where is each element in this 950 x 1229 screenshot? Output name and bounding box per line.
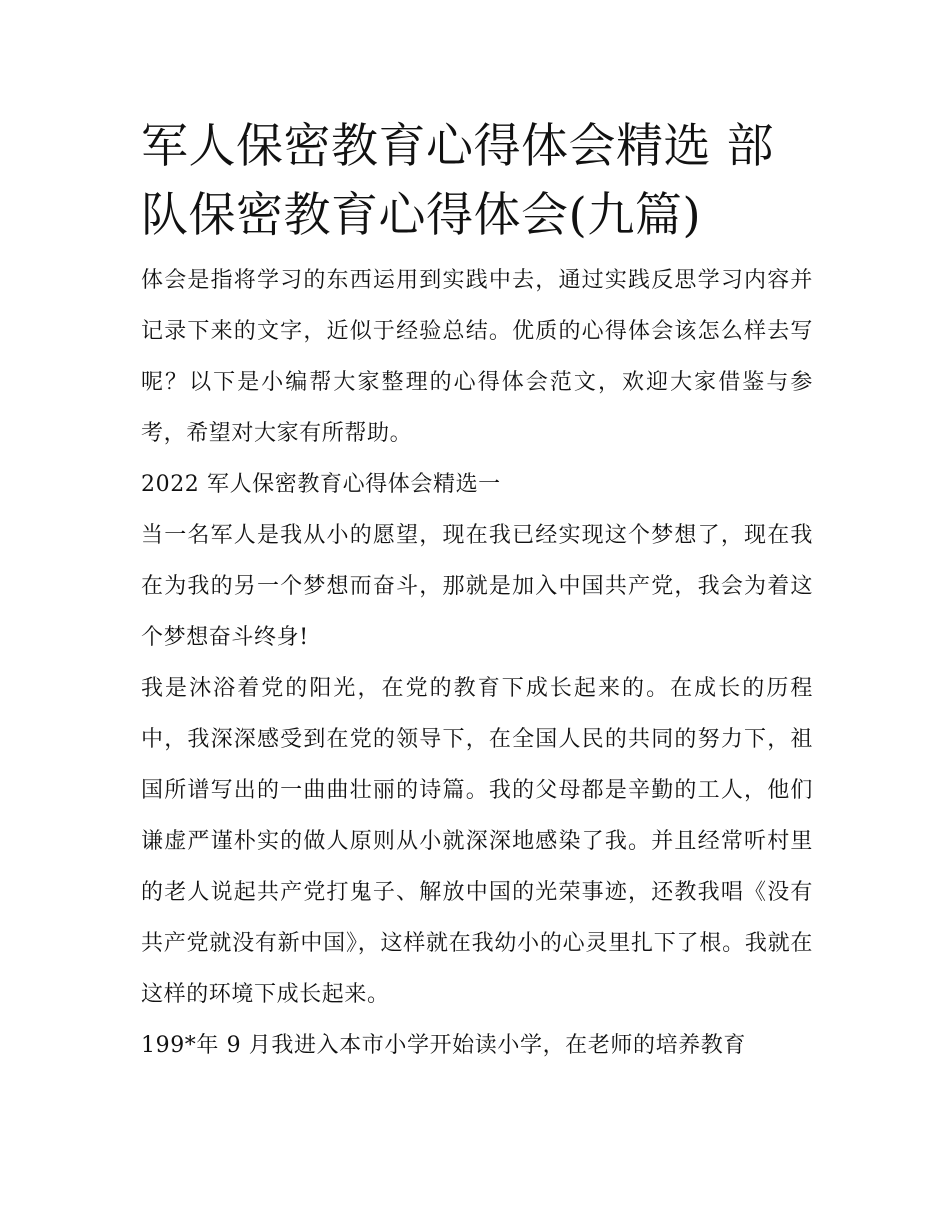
document-title: 军人保密教育心得体会精选 部队保密教育心得体会(九篇) bbox=[141, 119, 774, 243]
section-heading: 2022 军人保密教育心得体会精选一 bbox=[141, 472, 501, 497]
intro-paragraph: 体会是指将学习的东西运用到实践中去，通过实践反思学习内容并记录下来的文字，近似于经验总结。优质的心得体会该怎么样去写呢？以下是小编帮大家整理的心得体会范文，欢迎大家借鉴与参考，希望对大家有所帮助。 bbox=[141, 268, 813, 446]
document-page bbox=[141, 112, 813, 1071]
body-paragraph: 199*年 9 月我进入本市小学开始读小学，在老师的培养教育 bbox=[141, 1033, 746, 1058]
body-paragraph: 当一名军人是我从小的愿望，现在我已经实现这个梦想了，现在我在为我的另一个梦想而奋斗，那就是加入中国共产党，我会为着这个梦想奋斗终身! bbox=[141, 523, 813, 650]
body-paragraph: 我是沐浴着党的阳光，在党的教育下成长起来的。在成长的历程中，我深深感受到在党的领导下，在全国人民的共同的努力下，祖国所谱写出的一曲曲壮丽的诗篇。我的父母都是辛勤的工人，他们谦虚严谨朴实的做人原则从小就深深地感染了我。并且经常听村里的老人说起共产党打鬼子、解放中国的光荣事迹，还教我唱《没有共产党就没有新中国》，这样就在我幼小的心灵里扎下了根。我就在这样的环境下成长起来。 bbox=[141, 676, 813, 1007]
